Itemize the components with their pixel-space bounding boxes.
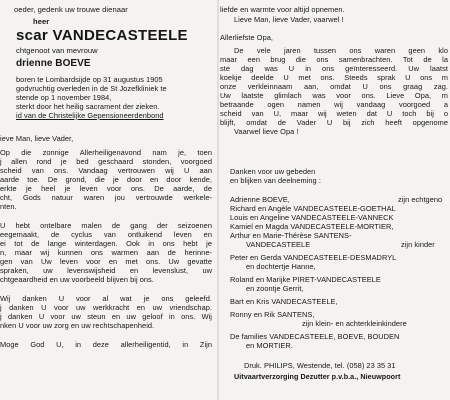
family-entry: Richard en Angèle VANDECASTEELE-GOETHAL — [230, 204, 396, 213]
spouse-intro: chtgenoot van mevrouw — [16, 46, 98, 55]
para2-line: eegemaakt, de cyclus van ontluikend leven en — [0, 230, 212, 239]
opa-para-line: De vele jaren tussen ons waren geen klo — [234, 46, 448, 55]
family-entry: en zoontje Gerrit, — [246, 284, 304, 293]
opa-para-line: blijft, omdat de Vader U bij zich heeft opgenome — [220, 118, 448, 127]
family-entry: Bart en Kris VANDECASTEELE, — [230, 297, 338, 306]
opa-para-line: ste dag was U in ons geïnteresseerd. Uw laatst — [220, 64, 448, 73]
family-entry: Roland en Marijke PIRET-VANDECASTEELE — [230, 275, 381, 284]
family-entry: zijn klein- en achterkleinkindere — [302, 319, 407, 328]
family-role: zijn kinder — [401, 240, 435, 249]
family-entry: Arthur en Marie-Thérèse SANTENS- — [230, 231, 352, 240]
para1-line: Op die zonnige Allerheiligenavond nam je, toen — [0, 148, 212, 157]
thanks-line: en blijken van deelneming : — [230, 176, 321, 185]
para1-line: erkte je heel je leven voor ons. De aarde, de — [0, 184, 212, 193]
top-line: Lieve Man, lieve Vader, vaarwel ! — [234, 15, 344, 24]
farewell: Vaarwel lieve Opa ! — [234, 127, 299, 136]
deceased-name: scar VANDECASTEELE — [16, 27, 188, 44]
bio-line: boren te Lombardsijde op 31 augustus 1905 — [16, 75, 163, 84]
family-entry: De families VANDECASTEELE, BOEVE, BOUDEN — [230, 332, 400, 341]
family-entry: Ronny en Rik SANTENS, — [230, 310, 315, 319]
bio-line: sterkt door het heilig sacrament der zieken. — [16, 102, 160, 111]
para3-line: j danken U voor uw steun en uw geloof in ons. Wij — [0, 312, 212, 321]
opa-para-line: Uw laatste glimlach was voor ons. Lieve Opa, m — [220, 91, 448, 100]
opa-para-line: onze verkleinnaam aan, omdat U ons graag zag. — [220, 82, 448, 91]
spouse-name: drienne BOEVE — [16, 58, 91, 69]
printer-credit: Druk. PHILIPS, Westende, tel. (058) 23 35 31 — [244, 361, 396, 370]
para1-line: j allen rond je bed geschaard stonden, voorgoed — [0, 157, 212, 166]
thanks-line: Danken voor uw gebeden — [230, 167, 316, 176]
closing-line: Moge God U, in deze allerheiligentid, in Zijn — [0, 340, 212, 349]
family-entry: VANDECASTEELE — [246, 240, 311, 249]
opa-para-line: koekje deelde U met ons. Steeds sprak U ons m — [220, 73, 448, 82]
funeral-director: Uitvaartverzorging Dezutter p.v.b.a., Nieuwpoort — [234, 372, 401, 381]
family-entry: en MORTIER. — [246, 341, 293, 350]
opa-para-line: scheid van U, maar wij weten dat U toch bij o — [220, 109, 448, 118]
family-entry: Adrienne BOEVE, — [230, 195, 290, 204]
para3-line: Wij danken U voor al wat je ons geleefd. — [0, 294, 212, 303]
fold-line — [217, 0, 219, 400]
para2-line: U hebt ontelbare malen de gang der seizoenen — [0, 221, 212, 230]
family-entry: Louis en Angeline VANDECASTEELE-VANNECK — [230, 213, 394, 222]
opa-para-line: maar een brug die ons samenbrachten. Tot de la — [220, 55, 448, 64]
para2-line: gen van Uw leven voor en met ons. Uw gevatte — [0, 257, 212, 266]
intro-line: oeder, gedenk uw trouwe dienaar — [14, 5, 128, 14]
greeting: Allerliefste Opa, — [220, 33, 274, 42]
bio-line: godvruchtig overleden in de St Jozefkliniek te — [16, 84, 167, 93]
opa-para-line: betraande ogen namen wij vandaag voorgoed a — [220, 100, 448, 109]
para1-line: aarde toe. De grond, die je door en door kende, — [0, 175, 212, 184]
family-entry: Peter en Gerda VANDECASTEELE-DESMADRYL — [230, 253, 397, 262]
para2-line: n, maar wij kunnen ons warmen aan de herinne- — [0, 248, 212, 257]
salutation: ieve Man, lieve Vader, — [0, 134, 74, 143]
title-prefix: heer — [33, 17, 50, 26]
para1-line: nten. — [0, 202, 17, 211]
family-entry: Kamiel en Magda VANDECASTEELE-MORTIER, — [230, 222, 394, 231]
para2-line: spraken, uw levenswijsheid en levenslust, uw — [0, 266, 212, 275]
para2-line: ei tot de lange winterdagen. Ook in ons hebt je — [0, 239, 212, 248]
family-entry: en dochtertje Hanne, — [246, 262, 316, 271]
right-page — [220, 0, 450, 400]
top-line: liefde en warmte voor altijd opnemen. — [220, 5, 345, 14]
para1-line: cht, Gods natuur waren jou vertrouwde werkele- — [0, 193, 212, 202]
para3-line: nken U voor uw zorg en uw rechtschapenheid. — [0, 321, 155, 330]
bio-line: id van de Christelijke Gepensioneerdenbond — [16, 111, 164, 120]
bio-line: stende op 1 november 1984, — [16, 93, 112, 102]
para3-line: j danken U voor uw werkkracht en uw vriendschap. — [0, 303, 212, 312]
family-role: zijn echtgeno — [398, 195, 443, 204]
para1-line: scheid van ons. Vandaag vertrouwen wij U aan — [0, 166, 212, 175]
left-page — [0, 0, 216, 400]
para2-line: chtgeaardheid en uw voorbeeld blijven bij ons. — [0, 275, 154, 284]
